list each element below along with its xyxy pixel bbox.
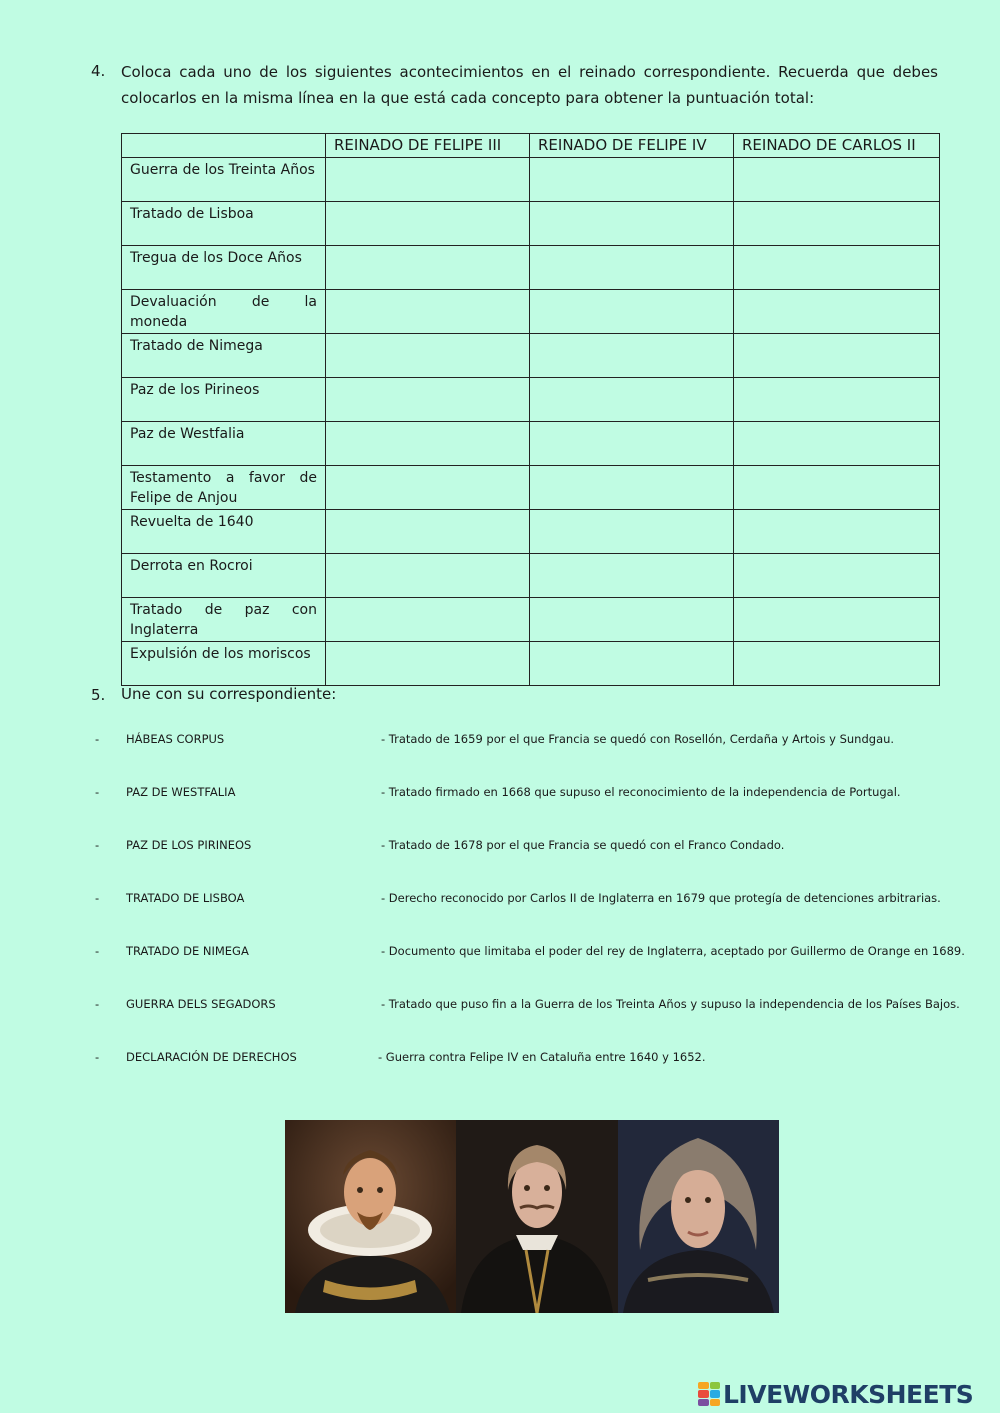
answer-cell-felipe-iii[interactable] <box>326 334 530 378</box>
event-label: Tregua de los Doce Años <box>122 246 326 290</box>
answer-cell-carlos-ii[interactable] <box>734 246 940 290</box>
event-label: Paz de los Pirineos <box>122 378 326 422</box>
bullet-dash: - <box>95 838 100 852</box>
answer-cell-carlos-ii[interactable] <box>734 334 940 378</box>
header-carlos-ii: REINADO DE CARLOS II <box>734 134 940 158</box>
answer-cell-felipe-iv[interactable] <box>530 598 734 642</box>
event-label: Expulsión de los moriscos <box>122 642 326 686</box>
answer-cell-felipe-iii[interactable] <box>326 642 530 686</box>
match-definition[interactable]: - Guerra contra Felipe IV en Cataluña entre 1640 y 1652. <box>378 1050 706 1064</box>
bullet-dash: - <box>95 997 100 1011</box>
event-label: Testamento a favor de Felipe de Anjou <box>122 466 326 510</box>
table-row <box>122 158 940 202</box>
table-row <box>122 554 940 598</box>
question-5-title: Une con su correspondiente: <box>121 685 337 703</box>
match-term[interactable]: TRATADO DE NIMEGA <box>126 944 249 958</box>
question-4-text: Coloca cada uno de los siguientes acontecimientos en el reinado correspondiente. Recuerda que debes colocarlos en la misma línea en la que está cada concepto para obtener la puntuación total: <box>121 63 938 107</box>
answer-cell-felipe-iv[interactable] <box>530 378 734 422</box>
liveworksheets-logo-icon <box>698 1382 720 1406</box>
event-label: Devaluación de la moneda <box>122 290 326 334</box>
table-row <box>122 290 940 334</box>
answer-cell-felipe-iv[interactable] <box>530 290 734 334</box>
match-term[interactable]: GUERRA DELS SEGADORS <box>126 997 276 1011</box>
answer-cell-felipe-iii[interactable] <box>326 554 530 598</box>
header-felipe-iv: REINADO DE FELIPE IV <box>530 134 734 158</box>
answer-cell-felipe-iv[interactable] <box>530 246 734 290</box>
match-item <box>0 1050 1000 1070</box>
match-term[interactable]: PAZ DE LOS PIRINEOS <box>126 838 252 852</box>
carlos-ii-portrait <box>618 1120 779 1313</box>
match-term[interactable]: HÁBEAS CORPUS <box>126 732 225 746</box>
answer-cell-felipe-iv[interactable] <box>530 510 734 554</box>
answer-cell-felipe-iii[interactable] <box>326 598 530 642</box>
match-item <box>0 838 1000 858</box>
match-item <box>0 997 1000 1017</box>
answer-cell-carlos-ii[interactable] <box>734 158 940 202</box>
question-4-number: 4. <box>91 62 106 80</box>
answer-cell-carlos-ii[interactable] <box>734 290 940 334</box>
match-item <box>0 944 1000 964</box>
event-label: Tratado de Nimega <box>122 334 326 378</box>
answer-cell-carlos-ii[interactable] <box>734 642 940 686</box>
answer-cell-felipe-iv[interactable] <box>530 334 734 378</box>
events-table <box>121 133 940 686</box>
bullet-dash: - <box>95 944 100 958</box>
answer-cell-felipe-iii[interactable] <box>326 202 530 246</box>
event-label: Derrota en Rocroi <box>122 554 326 598</box>
answer-cell-felipe-iv[interactable] <box>530 158 734 202</box>
table-row <box>122 246 940 290</box>
table-row <box>122 202 940 246</box>
answer-cell-felipe-iii[interactable] <box>326 290 530 334</box>
table-row <box>122 466 940 510</box>
answer-cell-felipe-iii[interactable] <box>326 378 530 422</box>
table-row <box>122 642 940 686</box>
logo-text: LIVEWORKSHEETS <box>723 1379 974 1409</box>
match-term[interactable]: DECLARACIÓN DE DERECHOS <box>126 1050 297 1064</box>
answer-cell-felipe-iv[interactable] <box>530 202 734 246</box>
event-label: Tratado de paz con Inglaterra <box>122 598 326 642</box>
answer-cell-felipe-iv[interactable] <box>530 466 734 510</box>
felipe-iv-portrait <box>456 1120 618 1313</box>
portraits-strip <box>285 1120 779 1313</box>
table-row <box>122 598 940 642</box>
bullet-dash: - <box>95 1050 100 1064</box>
table-row <box>122 510 940 554</box>
answer-cell-felipe-iii[interactable] <box>326 422 530 466</box>
bullet-dash: - <box>95 891 100 905</box>
header-empty <box>122 134 326 158</box>
question-5-number: 5. <box>91 686 106 704</box>
answer-cell-felipe-iii[interactable] <box>326 510 530 554</box>
answer-cell-carlos-ii[interactable] <box>734 378 940 422</box>
answer-cell-felipe-iv[interactable] <box>530 554 734 598</box>
match-item <box>0 732 1000 752</box>
answer-cell-carlos-ii[interactable] <box>734 422 940 466</box>
header-felipe-iii: REINADO DE FELIPE III <box>326 134 530 158</box>
match-definition[interactable]: - Derecho reconocido por Carlos II de Inglaterra en 1679 que protegía de detenciones arbitrarias. <box>381 891 941 905</box>
answer-cell-carlos-ii[interactable] <box>734 466 940 510</box>
answer-cell-carlos-ii[interactable] <box>734 510 940 554</box>
answer-cell-felipe-iv[interactable] <box>530 422 734 466</box>
answer-cell-carlos-ii[interactable] <box>734 598 940 642</box>
event-label: Paz de Westfalia <box>122 422 326 466</box>
answer-cell-felipe-iv[interactable] <box>530 642 734 686</box>
match-definition[interactable]: - Tratado firmado en 1668 que supuso el reconocimiento de la independencia de Portugal. <box>381 785 901 799</box>
liveworksheets-logo <box>698 1381 973 1407</box>
match-definition[interactable]: - Documento que limitaba el poder del rey de Inglaterra, aceptado por Guillermo de Orange en 1689. <box>381 944 965 958</box>
bullet-dash: - <box>95 732 100 746</box>
event-label: Tratado de Lisboa <box>122 202 326 246</box>
table-row <box>122 334 940 378</box>
match-definition[interactable]: - Tratado de 1678 por el que Francia se quedó con el Franco Condado. <box>381 838 785 852</box>
table-row <box>122 422 940 466</box>
table-row <box>122 378 940 422</box>
answer-cell-felipe-iii[interactable] <box>326 466 530 510</box>
match-definition[interactable]: - Tratado de 1659 por el que Francia se quedó con Rosellón, Cerdaña y Artois y Sundgau. <box>381 732 895 746</box>
table-header-row <box>122 134 940 158</box>
match-item <box>0 891 1000 911</box>
answer-cell-carlos-ii[interactable] <box>734 202 940 246</box>
match-term[interactable]: PAZ DE WESTFALIA <box>126 785 236 799</box>
answer-cell-felipe-iii[interactable] <box>326 158 530 202</box>
match-item <box>0 785 1000 805</box>
match-definition[interactable]: - Tratado que puso fin a la Guerra de los Treinta Años y supuso la independencia de los Países Bajos. <box>381 997 960 1011</box>
match-term[interactable]: TRATADO DE LISBOA <box>126 891 245 905</box>
event-label: Revuelta de 1640 <box>122 510 326 554</box>
felipe-iii-portrait <box>285 1120 456 1313</box>
event-label: Guerra de los Treinta Años <box>122 158 326 202</box>
answer-cell-carlos-ii[interactable] <box>734 554 940 598</box>
bullet-dash: - <box>95 785 100 799</box>
answer-cell-felipe-iii[interactable] <box>326 246 530 290</box>
